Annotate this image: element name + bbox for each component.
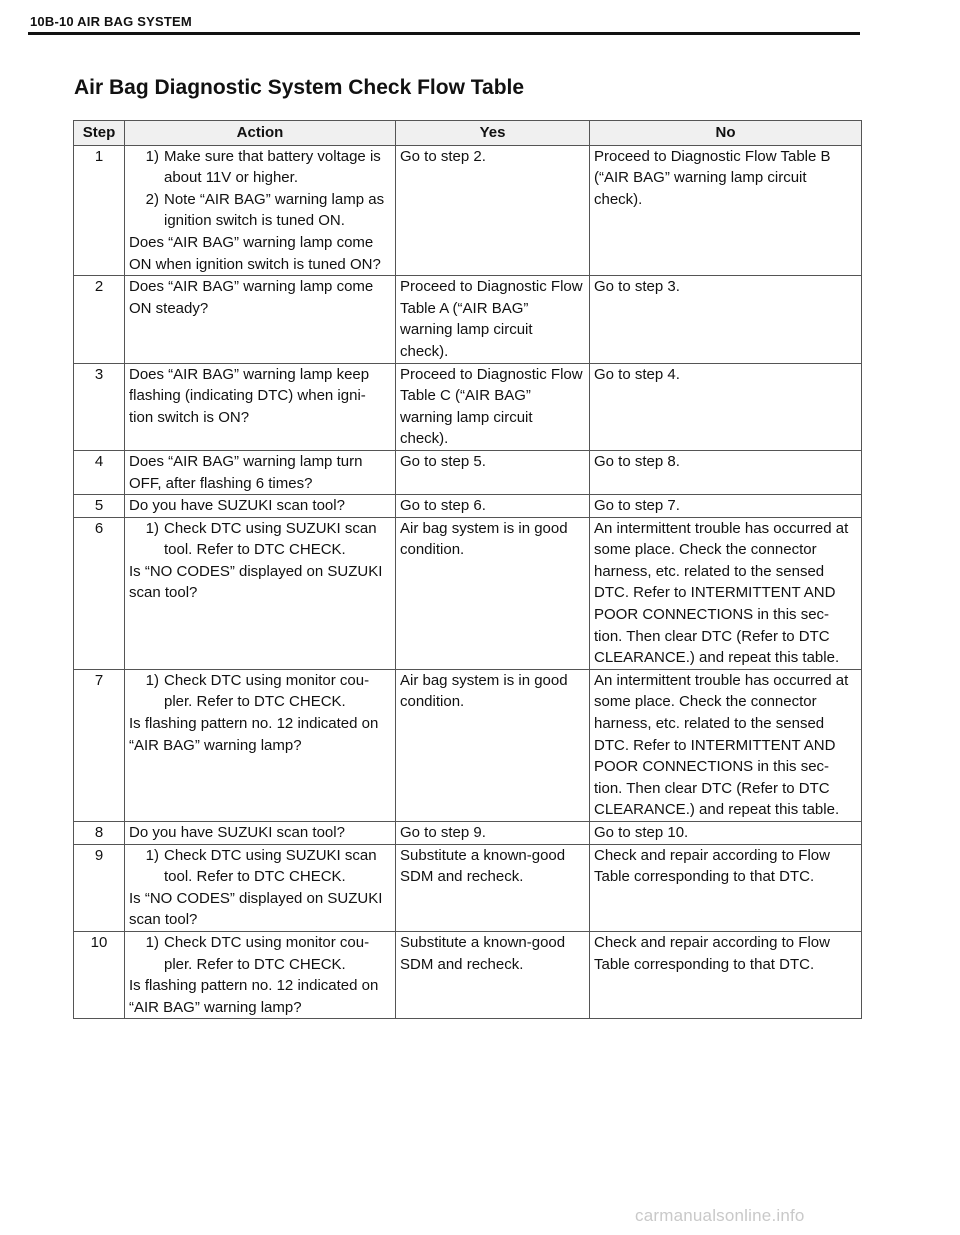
action-step-text: Note “AIR BAG” warning lamp as ignition switch is tuned ON. — [164, 190, 385, 230]
table-row — [74, 669, 862, 821]
action-step-text: Make sure that battery voltage is about 11V or higher. — [164, 147, 381, 187]
step-number: 3 — [74, 363, 125, 450]
no-cell: Check and repair according to Flow Table corresponding to that DTC. — [590, 844, 862, 931]
table-row — [74, 822, 862, 845]
action-question: Does “AIR BAG” warning lamp come ON when ignition switch is tuned ON? — [129, 233, 381, 273]
step-number: 7 — [74, 669, 125, 821]
step-number: 8 — [74, 822, 125, 845]
step-number: 1 — [74, 145, 125, 276]
step-number: 9 — [74, 844, 125, 931]
table-row — [74, 517, 862, 669]
step-number: 6 — [74, 517, 125, 669]
table-row — [74, 450, 862, 494]
action-cell — [125, 276, 396, 363]
action-steps-list — [129, 670, 391, 713]
action-cell — [125, 363, 396, 450]
column-header-yes: Yes — [396, 121, 590, 146]
action-cell — [125, 822, 396, 845]
yes-cell: Air bag system is in good condition. — [396, 669, 590, 821]
table-row — [74, 931, 862, 1018]
no-cell: Check and repair according to Flow Table corresponding to that DTC. — [590, 931, 862, 1018]
table-row — [74, 844, 862, 931]
action-question: Is “NO CODES” displayed on SUZUKI scan tool? — [129, 889, 383, 929]
yes-cell: Air bag system is in good condition. — [396, 517, 590, 669]
diagnostic-flow-table — [73, 120, 862, 1019]
no-cell: An intermittent trouble has occurred at some place. Check the connector harness, etc. related to the sensed DTC. Refer to INTERMITTENT AND POOR CONNECTIONS in this sec- tion. Then clear DTC (Refer to DTC CLEARANCE.) and repeat this table. — [590, 517, 862, 669]
action-question: Is “NO CODES” displayed on SUZUKI scan tool? — [129, 562, 383, 602]
step-number: 5 — [74, 495, 125, 518]
no-cell: Go to step 3. — [590, 276, 862, 363]
action-cell — [125, 844, 396, 931]
action-cell — [125, 450, 396, 494]
table-header-row — [74, 121, 862, 146]
action-step-text: Check DTC using monitor cou- pler. Refer to DTC CHECK. — [164, 933, 370, 973]
action-step-number: 1) — [145, 671, 159, 689]
yes-cell: Go to step 5. — [396, 450, 590, 494]
action-step — [129, 518, 391, 561]
column-header-action: Action — [125, 121, 396, 146]
section-header: 10B-10 AIR BAG SYSTEM — [30, 14, 192, 29]
action-question: Is flashing pattern no. 12 indicated on “AIR BAG” warning lamp? — [129, 715, 379, 754]
header-rule — [28, 32, 860, 35]
action-steps-list — [129, 146, 391, 232]
action-steps-list — [129, 932, 391, 975]
yes-cell: Go to step 9. — [396, 822, 590, 845]
yes-cell: Go to step 2. — [396, 145, 590, 276]
action-step-text: Check DTC using SUZUKI scan tool. Refer to DTC CHECK. — [164, 519, 377, 559]
step-number: 2 — [74, 276, 125, 363]
step-number: 4 — [74, 450, 125, 494]
yes-cell: Substitute a known-good SDM and recheck. — [396, 844, 590, 931]
action-step-number: 2) — [145, 190, 159, 208]
action-steps-list — [129, 518, 391, 561]
action-question: Does “AIR BAG” warning lamp turn OFF, after flashing 6 times? — [129, 452, 363, 492]
no-cell: Go to step 7. — [590, 495, 862, 518]
yes-cell: Substitute a known-good SDM and recheck. — [396, 931, 590, 1018]
table-row — [74, 145, 862, 276]
action-step-number: 1) — [145, 519, 159, 537]
step-number: 10 — [74, 931, 125, 1018]
action-step — [129, 146, 391, 189]
action-step-number: 1) — [145, 933, 159, 951]
action-steps-list — [129, 845, 391, 888]
no-cell: Go to step 4. — [590, 363, 862, 450]
no-cell: Proceed to Diagnostic Flow Table B (“AIR BAG” warning lamp circuit check). — [590, 145, 862, 276]
action-step-text: Check DTC using monitor cou- pler. Refer to DTC CHECK. — [164, 671, 370, 711]
yes-cell: Go to step 6. — [396, 495, 590, 518]
no-cell: Go to step 10. — [590, 822, 862, 845]
action-step — [129, 189, 391, 232]
column-header-no: No — [590, 121, 862, 146]
action-cell — [125, 145, 396, 276]
action-step-text: Check DTC using SUZUKI scan tool. Refer to DTC CHECK. — [164, 846, 377, 886]
yes-cell: Proceed to Diagnostic Flow Table C (“AIR BAG” warning lamp circuit check). — [396, 363, 590, 450]
page-title: Air Bag Diagnostic System Check Flow Table — [74, 76, 525, 99]
table-row — [74, 276, 862, 363]
no-cell: An intermittent trouble has occurred at some place. Check the connector harness, etc. related to the sensed DTC. Refer to INTERMITTENT AND POOR CONNECTIONS in this sec- tion. Then clear DTC (Refer to DTC CLEARANCE.) and repeat this table. — [590, 669, 862, 821]
action-question: Does “AIR BAG” warning lamp come ON steady? — [129, 278, 374, 317]
action-cell — [125, 931, 396, 1018]
action-cell — [125, 669, 396, 821]
action-step — [129, 670, 391, 713]
action-question: Do you have SUZUKI scan tool? — [129, 824, 345, 841]
watermark: carmanualsonline.info — [635, 1206, 805, 1225]
yes-cell: Proceed to Diagnostic Flow Table A (“AIR BAG” warning lamp circuit check). — [396, 276, 590, 363]
action-step — [129, 845, 391, 888]
action-step — [129, 932, 391, 975]
column-header-step: Step — [74, 121, 125, 146]
action-question: Does “AIR BAG” warning lamp keep flashing (indicating DTC) when igni- tion switch is ON? — [129, 365, 370, 426]
no-cell: Go to step 8. — [590, 450, 862, 494]
action-cell — [125, 517, 396, 669]
action-question: Is flashing pattern no. 12 indicated on “AIR BAG” warning lamp? — [129, 977, 379, 1016]
action-step-number: 1) — [145, 846, 159, 864]
action-step-number: 1) — [145, 147, 159, 165]
action-question: Do you have SUZUKI scan tool? — [129, 497, 345, 515]
action-cell — [125, 495, 396, 518]
table-body — [74, 145, 862, 1019]
table-row — [74, 495, 862, 518]
table-row — [74, 363, 862, 450]
